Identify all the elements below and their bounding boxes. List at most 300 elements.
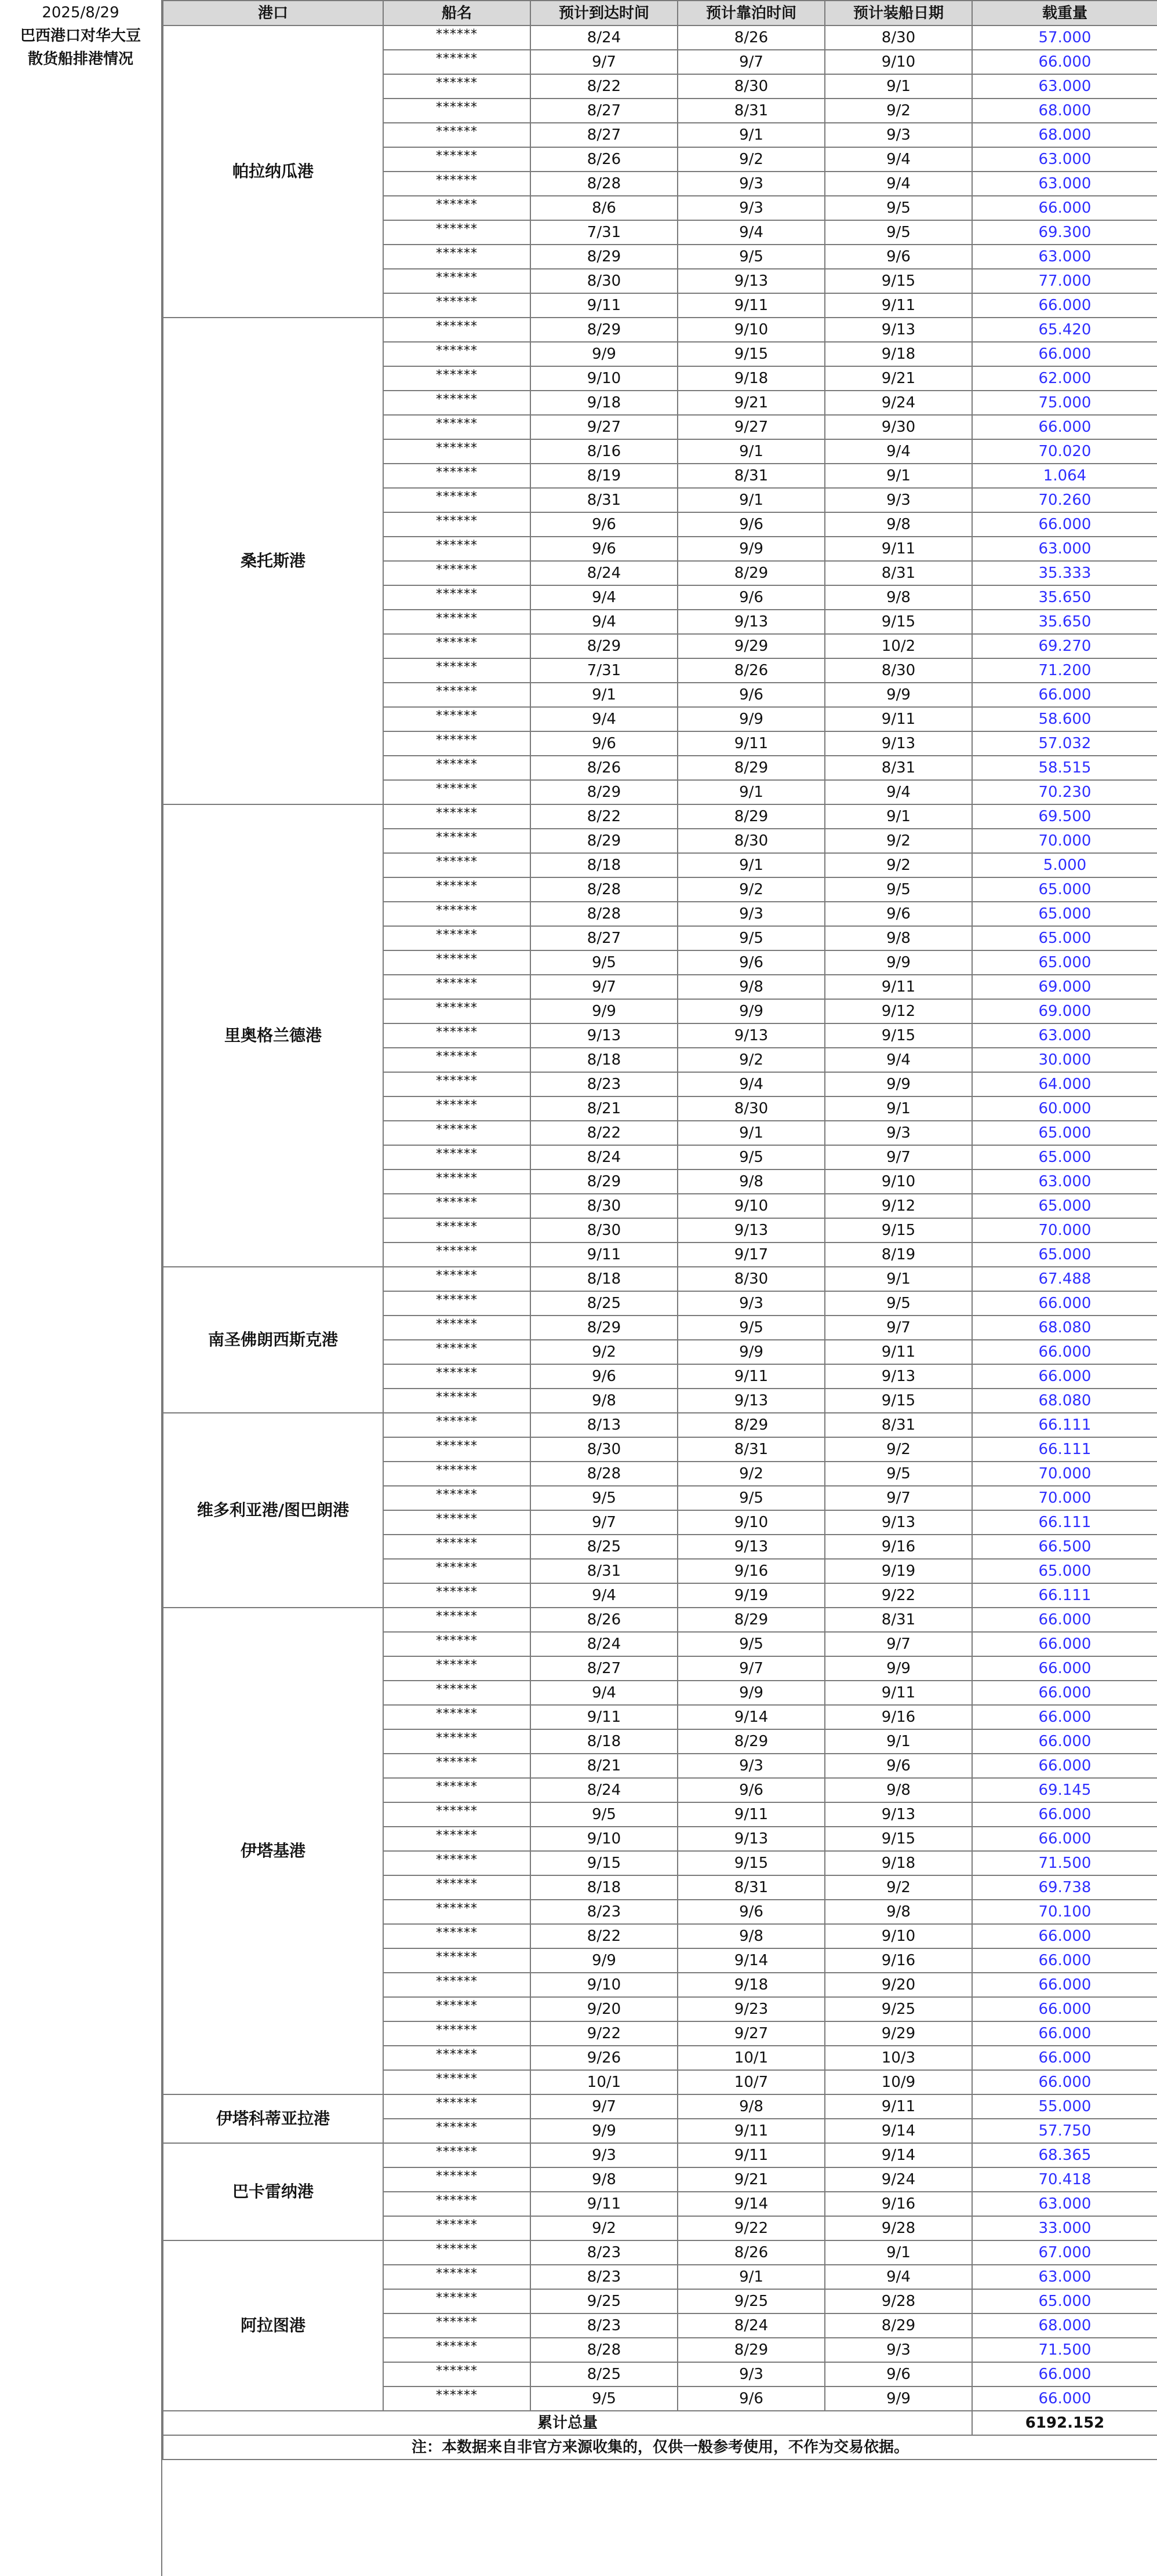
berthing-cell: 9/3 — [678, 1291, 825, 1316]
tonnage-cell: 66.111 — [972, 1510, 1157, 1535]
loading-date-cell: 9/18 — [825, 342, 972, 366]
ship-name-cell: ****** — [383, 50, 530, 74]
eta-cell: 8/22 — [530, 804, 678, 829]
loading-date-cell: 9/3 — [825, 1121, 972, 1145]
berthing-cell: 9/18 — [678, 366, 825, 391]
loading-date-cell: 9/13 — [825, 1802, 972, 1827]
loading-date-cell: 9/3 — [825, 488, 972, 512]
eta-cell: 9/11 — [530, 2192, 678, 2216]
tonnage-cell: 57.032 — [972, 731, 1157, 756]
ship-name-cell: ****** — [383, 220, 530, 245]
port-name-cell: 巴卡雷纳港 — [163, 2143, 383, 2240]
loading-date-cell: 8/31 — [825, 756, 972, 780]
ship-name-cell: ****** — [383, 1705, 530, 1729]
loading-date-cell: 9/30 — [825, 415, 972, 439]
table-row — [163, 2240, 1157, 2265]
berthing-cell: 8/26 — [678, 2240, 825, 2265]
eta-cell: 9/6 — [530, 512, 678, 537]
tonnage-cell: 62.000 — [972, 366, 1157, 391]
berthing-cell: 9/9 — [678, 537, 825, 561]
berthing-cell: 9/11 — [678, 2143, 825, 2167]
berthing-cell: 9/6 — [678, 683, 825, 707]
eta-cell: 9/5 — [530, 1802, 678, 1827]
ship-name-cell: ****** — [383, 1924, 530, 1948]
eta-cell: 8/30 — [530, 269, 678, 293]
berthing-cell: 9/1 — [678, 488, 825, 512]
ship-name-cell: ****** — [383, 2313, 530, 2338]
berthing-cell: 9/16 — [678, 1559, 825, 1583]
berthing-cell: 8/30 — [678, 1096, 825, 1121]
tonnage-cell: 66.000 — [972, 2021, 1157, 2046]
ship-name-cell: ****** — [383, 2094, 530, 2119]
berthing-cell: 9/1 — [678, 1121, 825, 1145]
tonnage-cell: 66.000 — [972, 2046, 1157, 2070]
loading-date-cell: 10/3 — [825, 2046, 972, 2070]
tonnage-cell: 35.650 — [972, 610, 1157, 634]
berthing-cell: 9/5 — [678, 1145, 825, 1169]
ship-name-cell: ****** — [383, 1778, 530, 1802]
eta-cell: 8/27 — [530, 99, 678, 123]
tonnage-cell: 66.000 — [972, 1656, 1157, 1681]
loading-date-cell: 9/28 — [825, 2216, 972, 2240]
tonnage-cell: 70.000 — [972, 1462, 1157, 1486]
loading-date-cell: 9/6 — [825, 902, 972, 926]
eta-cell: 9/3 — [530, 2143, 678, 2167]
berthing-cell: 9/5 — [678, 245, 825, 269]
loading-date-cell: 9/11 — [825, 293, 972, 318]
eta-cell: 8/13 — [530, 1413, 678, 1437]
ship-name-cell: ****** — [383, 537, 530, 561]
tonnage-cell: 35.333 — [972, 561, 1157, 585]
tonnage-cell: 58.515 — [972, 756, 1157, 780]
eta-cell: 8/24 — [530, 25, 678, 50]
eta-cell: 9/4 — [530, 707, 678, 731]
port-name-cell: 伊塔科蒂亚拉港 — [163, 2094, 383, 2143]
ship-name-cell: ****** — [383, 1218, 530, 1243]
ship-name-cell: ****** — [383, 2119, 530, 2143]
tonnage-cell: 66.111 — [972, 1583, 1157, 1608]
berthing-cell: 9/11 — [678, 731, 825, 756]
tonnage-cell: 69.500 — [972, 804, 1157, 829]
report-date: 2025/8/29 — [42, 4, 119, 21]
ship-name-cell: ****** — [383, 1048, 530, 1072]
header-berthing: 预计靠泊时间 — [678, 1, 825, 25]
loading-date-cell: 9/8 — [825, 1900, 972, 1924]
table-row — [163, 1608, 1157, 1632]
eta-cell: 9/11 — [530, 1243, 678, 1267]
eta-cell: 9/9 — [530, 2119, 678, 2143]
tonnage-cell: 63.000 — [972, 74, 1157, 99]
loading-date-cell: 9/9 — [825, 683, 972, 707]
eta-cell: 9/26 — [530, 2046, 678, 2070]
ship-name-cell: ****** — [383, 634, 530, 658]
ship-name-cell: ****** — [383, 1291, 530, 1316]
ship-name-cell: ****** — [383, 1413, 530, 1437]
eta-cell: 8/28 — [530, 877, 678, 902]
eta-cell: 9/7 — [530, 1510, 678, 1535]
tonnage-cell: 63.000 — [972, 1169, 1157, 1194]
ship-name-cell: ****** — [383, 1267, 530, 1291]
disclaimer-note: 注：本数据来自非官方来源收集的，仅供一般参考使用，不作为交易依据。 — [163, 2435, 1157, 2460]
tonnage-cell: 65.000 — [972, 1243, 1157, 1267]
ship-name-cell: ****** — [383, 2192, 530, 2216]
loading-date-cell: 9/4 — [825, 439, 972, 464]
ship-name-cell: ****** — [383, 293, 530, 318]
loading-date-cell: 9/9 — [825, 2386, 972, 2411]
ship-name-cell: ****** — [383, 780, 530, 804]
eta-cell: 8/22 — [530, 1924, 678, 1948]
tonnage-cell: 5.000 — [972, 853, 1157, 877]
ship-name-cell: ****** — [383, 756, 530, 780]
berthing-cell: 9/21 — [678, 391, 825, 415]
loading-date-cell: 9/8 — [825, 926, 972, 950]
berthing-cell: 9/14 — [678, 1705, 825, 1729]
berthing-cell: 9/5 — [678, 1632, 825, 1656]
ship-name-cell: ****** — [383, 488, 530, 512]
eta-cell: 8/18 — [530, 1267, 678, 1291]
eta-cell: 8/26 — [530, 1608, 678, 1632]
eta-cell: 8/29 — [530, 634, 678, 658]
berthing-cell: 9/8 — [678, 1924, 825, 1948]
loading-date-cell: 9/9 — [825, 1656, 972, 1681]
eta-cell: 8/18 — [530, 1729, 678, 1754]
tonnage-cell: 66.000 — [972, 2386, 1157, 2411]
eta-cell: 8/28 — [530, 2338, 678, 2362]
tonnage-cell: 70.418 — [972, 2167, 1157, 2192]
loading-date-cell: 9/16 — [825, 1705, 972, 1729]
table-body — [163, 25, 1157, 2411]
eta-cell: 8/22 — [530, 1121, 678, 1145]
tonnage-cell: 66.000 — [972, 2070, 1157, 2094]
tonnage-cell: 65.000 — [972, 1194, 1157, 1218]
berthing-cell: 9/14 — [678, 2192, 825, 2216]
berthing-cell: 8/31 — [678, 99, 825, 123]
eta-cell: 9/6 — [530, 1364, 678, 1389]
berthing-cell: 8/29 — [678, 756, 825, 780]
tonnage-cell: 30.000 — [972, 1048, 1157, 1072]
header-ship-name: 船名 — [383, 1, 530, 25]
berthing-cell: 9/3 — [678, 172, 825, 196]
ship-name-cell: ****** — [383, 366, 530, 391]
berthing-cell: 9/22 — [678, 2216, 825, 2240]
ship-name-cell: ****** — [383, 1948, 530, 1973]
ship-name-cell: ****** — [383, 1023, 530, 1048]
loading-date-cell: 9/6 — [825, 2362, 972, 2386]
tonnage-cell: 65.420 — [972, 318, 1157, 342]
loading-date-cell: 9/1 — [825, 464, 972, 488]
eta-cell: 9/5 — [530, 1486, 678, 1510]
ship-name-cell: ****** — [383, 439, 530, 464]
ship-name-cell: ****** — [383, 1462, 530, 1486]
loading-date-cell: 9/13 — [825, 731, 972, 756]
eta-cell: 8/26 — [530, 147, 678, 172]
loading-date-cell: 9/19 — [825, 1559, 972, 1583]
loading-date-cell: 9/9 — [825, 950, 972, 975]
table-row — [163, 1267, 1157, 1291]
berthing-cell: 9/10 — [678, 1194, 825, 1218]
tonnage-cell: 70.000 — [972, 829, 1157, 853]
loading-date-cell: 9/12 — [825, 1194, 972, 1218]
berthing-cell: 9/7 — [678, 50, 825, 74]
ship-name-cell: ****** — [383, 172, 530, 196]
ship-name-cell: ****** — [383, 2143, 530, 2167]
ship-name-cell: ****** — [383, 658, 530, 683]
header-eta: 预计到达时间 — [530, 1, 678, 25]
loading-date-cell: 9/10 — [825, 1924, 972, 1948]
loading-date-cell: 9/4 — [825, 2265, 972, 2289]
berthing-cell: 8/31 — [678, 1875, 825, 1900]
berthing-cell: 9/8 — [678, 975, 825, 999]
berthing-cell: 10/7 — [678, 2070, 825, 2094]
loading-date-cell: 9/13 — [825, 1510, 972, 1535]
note-row — [163, 2435, 1157, 2460]
tonnage-cell: 33.000 — [972, 2216, 1157, 2240]
table-row — [163, 1413, 1157, 1437]
eta-cell: 8/21 — [530, 1754, 678, 1778]
ship-name-cell: ****** — [383, 1121, 530, 1145]
ship-name-cell: ****** — [383, 2046, 530, 2070]
loading-date-cell: 9/11 — [825, 975, 972, 999]
eta-cell: 9/4 — [530, 610, 678, 634]
tonnage-cell: 64.000 — [972, 1072, 1157, 1096]
tonnage-cell: 69.000 — [972, 999, 1157, 1023]
ship-name-cell: ****** — [383, 464, 530, 488]
berthing-cell: 9/1 — [678, 2265, 825, 2289]
loading-date-cell: 9/15 — [825, 1827, 972, 1851]
berthing-cell: 9/10 — [678, 318, 825, 342]
loading-date-cell: 9/22 — [825, 1583, 972, 1608]
tonnage-cell: 68.000 — [972, 123, 1157, 147]
tonnage-cell: 68.080 — [972, 1316, 1157, 1340]
ship-name-cell: ****** — [383, 902, 530, 926]
ship-name-cell: ****** — [383, 1145, 530, 1169]
tonnage-cell: 57.000 — [972, 25, 1157, 50]
tonnage-cell: 65.000 — [972, 877, 1157, 902]
tonnage-cell: 66.000 — [972, 2362, 1157, 2386]
ship-name-cell: ****** — [383, 829, 530, 853]
ship-name-cell: ****** — [383, 25, 530, 50]
tonnage-cell: 65.000 — [972, 2289, 1157, 2313]
loading-date-cell: 9/6 — [825, 1754, 972, 1778]
ship-name-cell: ****** — [383, 2070, 530, 2094]
berthing-cell: 9/13 — [678, 1023, 825, 1048]
loading-date-cell: 9/10 — [825, 50, 972, 74]
loading-date-cell: 9/1 — [825, 804, 972, 829]
eta-cell: 8/18 — [530, 1048, 678, 1072]
tonnage-cell: 57.750 — [972, 2119, 1157, 2143]
ship-name-cell: ****** — [383, 74, 530, 99]
ship-name-cell: ****** — [383, 1900, 530, 1924]
loading-date-cell: 9/1 — [825, 1729, 972, 1754]
table-row — [163, 2094, 1157, 2119]
loading-date-cell: 9/8 — [825, 1778, 972, 1802]
berthing-cell: 9/1 — [678, 780, 825, 804]
eta-cell: 8/30 — [530, 1194, 678, 1218]
eta-cell: 9/10 — [530, 1973, 678, 1997]
eta-cell: 8/29 — [530, 829, 678, 853]
eta-cell: 8/28 — [530, 172, 678, 196]
eta-cell: 8/31 — [530, 1559, 678, 1583]
berthing-cell: 9/9 — [678, 1340, 825, 1364]
ship-name-cell: ****** — [383, 1875, 530, 1900]
berthing-cell: 9/10 — [678, 1510, 825, 1535]
ship-name-cell: ****** — [383, 1389, 530, 1413]
eta-cell: 8/29 — [530, 1316, 678, 1340]
total-value: 6192.152 — [972, 2411, 1157, 2435]
loading-date-cell: 9/18 — [825, 1851, 972, 1875]
loading-date-cell: 8/31 — [825, 1608, 972, 1632]
header-tonnage: 载重量 — [972, 1, 1157, 25]
eta-cell: 9/4 — [530, 1681, 678, 1705]
tonnage-cell: 70.100 — [972, 1900, 1157, 1924]
eta-cell: 8/23 — [530, 2240, 678, 2265]
eta-cell: 9/22 — [530, 2021, 678, 2046]
ship-name-cell: ****** — [383, 2386, 530, 2411]
berthing-cell: 8/30 — [678, 1267, 825, 1291]
port-name-cell: 维多利亚港/图巴朗港 — [163, 1413, 383, 1608]
eta-cell: 9/4 — [530, 1583, 678, 1608]
ship-name-cell: ****** — [383, 1632, 530, 1656]
eta-cell: 9/7 — [530, 2094, 678, 2119]
eta-cell: 8/6 — [530, 196, 678, 220]
tonnage-cell: 70.000 — [972, 1486, 1157, 1510]
tonnage-cell: 66.000 — [972, 196, 1157, 220]
tonnage-cell: 66.000 — [972, 50, 1157, 74]
loading-date-cell: 9/7 — [825, 1316, 972, 1340]
tonnage-cell: 65.000 — [972, 950, 1157, 975]
eta-cell: 8/24 — [530, 1145, 678, 1169]
berthing-cell: 9/6 — [678, 950, 825, 975]
ship-name-cell: ****** — [383, 1243, 530, 1267]
loading-date-cell: 9/2 — [825, 853, 972, 877]
eta-cell: 9/11 — [530, 293, 678, 318]
ship-name-cell: ****** — [383, 1535, 530, 1559]
ship-name-cell: ****** — [383, 731, 530, 756]
loading-date-cell: 10/9 — [825, 2070, 972, 2094]
ship-name-cell: ****** — [383, 1169, 530, 1194]
tonnage-cell: 66.000 — [972, 1364, 1157, 1389]
berthing-cell: 9/3 — [678, 2362, 825, 2386]
eta-cell: 8/23 — [530, 1072, 678, 1096]
loading-date-cell: 9/7 — [825, 1145, 972, 1169]
loading-date-cell: 10/2 — [825, 634, 972, 658]
tonnage-cell: 66.000 — [972, 1681, 1157, 1705]
loading-date-cell: 9/21 — [825, 366, 972, 391]
tonnage-cell: 77.000 — [972, 269, 1157, 293]
eta-cell: 8/22 — [530, 74, 678, 99]
loading-date-cell: 9/1 — [825, 1096, 972, 1121]
port-name-cell: 里奥格兰德港 — [163, 804, 383, 1267]
tonnage-cell: 75.000 — [972, 391, 1157, 415]
eta-cell: 9/10 — [530, 366, 678, 391]
ship-name-cell: ****** — [383, 391, 530, 415]
sidebar-panel — [0, 0, 162, 2576]
eta-cell: 8/30 — [530, 1437, 678, 1462]
tonnage-cell: 35.650 — [972, 585, 1157, 610]
tonnage-cell: 71.500 — [972, 2338, 1157, 2362]
report-title-line2: 散货船排港情况 — [27, 50, 133, 68]
ship-name-cell: ****** — [383, 1194, 530, 1218]
tonnage-cell: 66.000 — [972, 1997, 1157, 2021]
loading-date-cell: 9/5 — [825, 196, 972, 220]
tonnage-cell: 68.000 — [972, 2313, 1157, 2338]
berthing-cell: 9/4 — [678, 220, 825, 245]
tonnage-cell: 66.500 — [972, 1535, 1157, 1559]
ship-name-cell: ****** — [383, 999, 530, 1023]
tonnage-cell: 66.000 — [972, 1924, 1157, 1948]
eta-cell: 9/2 — [530, 2216, 678, 2240]
tonnage-cell: 65.000 — [972, 1145, 1157, 1169]
tonnage-cell: 58.600 — [972, 707, 1157, 731]
berthing-cell: 9/1 — [678, 853, 825, 877]
loading-date-cell: 9/8 — [825, 512, 972, 537]
ship-name-cell: ****** — [383, 269, 530, 293]
loading-date-cell: 9/15 — [825, 269, 972, 293]
berthing-cell: 9/13 — [678, 1535, 825, 1559]
berthing-cell: 9/3 — [678, 1754, 825, 1778]
tonnage-cell: 68.080 — [972, 1389, 1157, 1413]
eta-cell: 9/9 — [530, 999, 678, 1023]
tonnage-cell: 66.000 — [972, 415, 1157, 439]
berthing-cell: 9/5 — [678, 1316, 825, 1340]
eta-cell: 8/18 — [530, 1875, 678, 1900]
tonnage-cell: 69.738 — [972, 1875, 1157, 1900]
loading-date-cell: 9/5 — [825, 1291, 972, 1316]
ship-name-cell: ****** — [383, 1072, 530, 1096]
eta-cell: 8/26 — [530, 756, 678, 780]
loading-date-cell: 9/5 — [825, 877, 972, 902]
eta-cell: 8/25 — [530, 2362, 678, 2386]
tonnage-cell: 67.488 — [972, 1267, 1157, 1291]
ship-name-cell: ****** — [383, 877, 530, 902]
tonnage-cell: 67.000 — [972, 2240, 1157, 2265]
eta-cell: 9/27 — [530, 415, 678, 439]
eta-cell: 8/27 — [530, 926, 678, 950]
eta-cell: 10/1 — [530, 2070, 678, 2094]
vessel-schedule-table — [162, 0, 1157, 2460]
eta-cell: 8/24 — [530, 1778, 678, 1802]
eta-cell: 9/6 — [530, 537, 678, 561]
eta-cell: 8/16 — [530, 439, 678, 464]
loading-date-cell: 9/4 — [825, 780, 972, 804]
ship-name-cell: ****** — [383, 245, 530, 269]
ship-name-cell: ****** — [383, 1437, 530, 1462]
ship-name-cell: ****** — [383, 804, 530, 829]
berthing-cell: 8/31 — [678, 464, 825, 488]
berthing-cell: 9/6 — [678, 512, 825, 537]
eta-cell: 9/13 — [530, 1023, 678, 1048]
ship-name-cell: ****** — [383, 1510, 530, 1535]
berthing-cell: 9/25 — [678, 2289, 825, 2313]
tonnage-cell: 66.000 — [972, 512, 1157, 537]
ship-name-cell: ****** — [383, 1681, 530, 1705]
berthing-cell: 8/26 — [678, 25, 825, 50]
loading-date-cell: 8/30 — [825, 658, 972, 683]
loading-date-cell: 9/9 — [825, 1072, 972, 1096]
loading-date-cell: 9/2 — [825, 1875, 972, 1900]
tonnage-cell: 66.000 — [972, 1729, 1157, 1754]
loading-date-cell: 9/3 — [825, 123, 972, 147]
eta-cell: 9/2 — [530, 1340, 678, 1364]
berthing-cell: 9/6 — [678, 1778, 825, 1802]
tonnage-cell: 70.260 — [972, 488, 1157, 512]
berthing-cell: 8/30 — [678, 74, 825, 99]
tonnage-cell: 66.111 — [972, 1437, 1157, 1462]
ship-name-cell: ****** — [383, 2265, 530, 2289]
berthing-cell: 9/9 — [678, 1681, 825, 1705]
berthing-cell: 8/29 — [678, 1729, 825, 1754]
tonnage-cell: 63.000 — [972, 1023, 1157, 1048]
